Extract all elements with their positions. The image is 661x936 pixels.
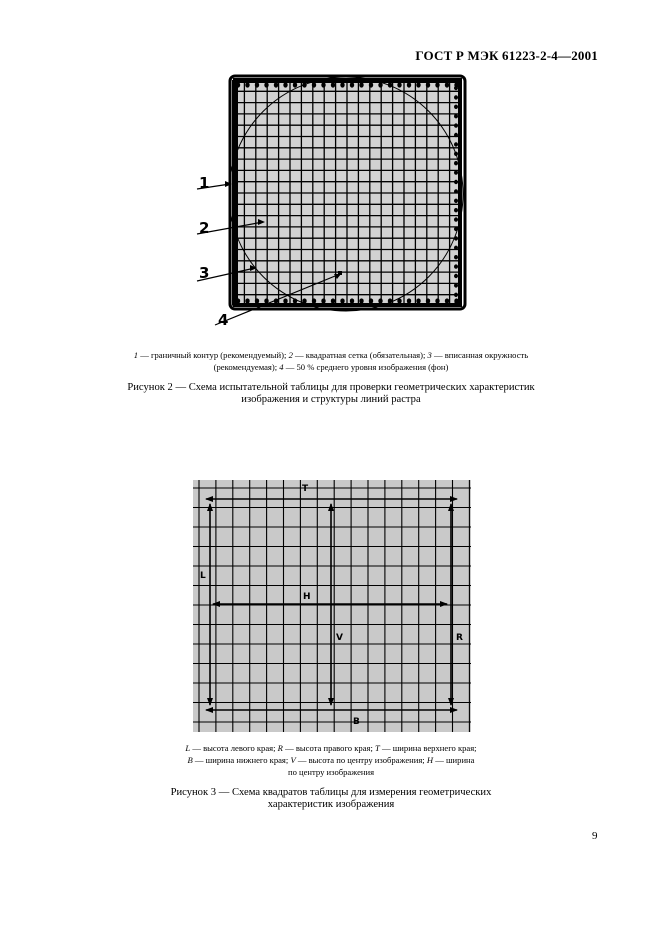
legend-line (90, 349, 572, 361)
figure-3-caption (130, 787, 532, 811)
legend-line (140, 742, 522, 754)
label-bottom: B (353, 717, 360, 727)
legend-symbol: 4 (279, 362, 284, 372)
legend-text: — 50 % среднего уровня изображения (фон) (283, 362, 449, 372)
figure-2-test-chart (0, 0, 661, 340)
label-vertical: V (336, 633, 343, 643)
caption-line: Рисунок 2 — Схема испытательной таблицы для проверки геометрических характеристик (127, 382, 535, 393)
caption-line: характеристик изображения (267, 799, 395, 810)
label-top: T (302, 484, 309, 494)
legend-line (140, 754, 522, 766)
legend-text: — вписанная окружность (431, 350, 529, 360)
legend-text: — ширина (433, 755, 475, 765)
callout-4: 4 (218, 311, 229, 329)
legend-line (140, 766, 522, 778)
legend-text: — высота правого края; (282, 743, 376, 753)
legend-text: — ширина верхнего края; (379, 743, 477, 753)
legend-text: — высота левого края; (190, 743, 278, 753)
label-right: R (456, 633, 463, 643)
page-number: 9 (592, 830, 598, 842)
figure-3-legend (140, 742, 522, 778)
caption-line: изображения и структуры линий растра (241, 394, 421, 405)
figure-2-legend (90, 349, 572, 373)
callout-2: 2 (199, 219, 210, 237)
legend-symbol: L (185, 743, 191, 753)
legend-symbol: 3 (427, 350, 432, 360)
caption-line: Рисунок 3 — Схема квадратов таблицы для измерения геометрических (170, 787, 492, 798)
legend-symbol: B (187, 755, 193, 765)
legend-symbol: T (375, 743, 380, 753)
legend-text: — ширина нижнего края; (192, 755, 291, 765)
figure-2-caption (80, 382, 582, 406)
legend-text: по центру изображения (287, 767, 375, 777)
legend-symbol: R (277, 743, 283, 753)
legend-text: — высота по центру изображения; (295, 755, 427, 765)
label-horizontal: H (303, 592, 311, 602)
background-marker (338, 271, 342, 275)
chart-background (193, 480, 471, 732)
legend-text: — граничный контур (рекомендуемый); (138, 350, 289, 360)
legend-symbol: H (426, 755, 434, 765)
square-grid (233, 80, 461, 306)
legend-symbol: 1 (133, 350, 139, 360)
legend-symbol: 2 (288, 350, 293, 360)
callout-3: 3 (199, 264, 210, 282)
callout-1: 1 (199, 174, 210, 192)
page-header: ГОСТ Р МЭК 61223-2-4—2001 (415, 48, 598, 63)
legend-line (90, 361, 572, 373)
label-left: L (200, 571, 206, 581)
legend-text: — квадратная сетка (обязательная); (292, 350, 428, 360)
figure-3-measurement-chart (0, 475, 661, 735)
legend-symbol: V (290, 755, 296, 765)
legend-text: (рекомендуемая); (213, 362, 280, 372)
